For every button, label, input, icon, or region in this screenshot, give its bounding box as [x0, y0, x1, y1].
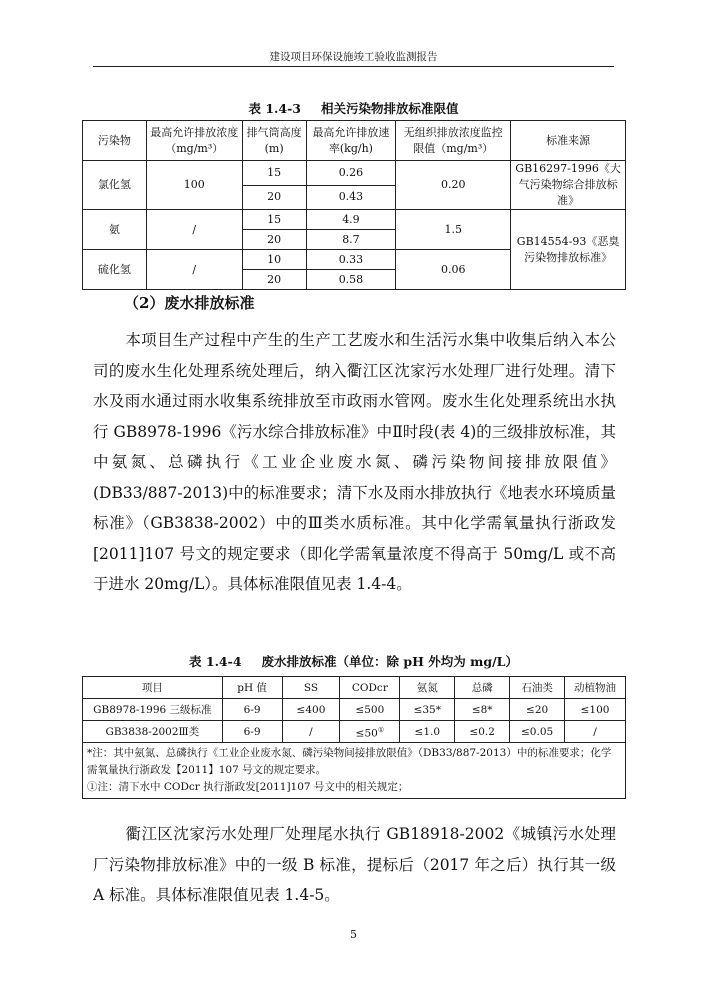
table2-number: 表 1.4-4	[189, 654, 242, 669]
wastewater-standards-table	[82, 676, 626, 799]
table1-pollutant: 氯化氢	[83, 161, 147, 210]
table1-concentration: /	[146, 250, 242, 290]
table1-height: 10	[242, 250, 306, 270]
table1-height: 20	[242, 185, 306, 210]
table2-header-cell: 氨氮	[400, 677, 455, 699]
table2-cell: ≤35*	[400, 699, 455, 721]
table1-pollutant: 氨	[83, 210, 147, 250]
table2-header-cell: SS	[282, 677, 340, 699]
paragraph-text: 本项目生产过程中产生的生产工艺废水和生活污水集中收集后纳入本公司的废水生化处理系统处理后，纳入衢江区沈家污水处理厂进行处理。清下水及雨水通过雨水收集系统排放至市政雨水管网。废水生化处理系统出水执行 GB8978-1996《污水综合排放标准》中Ⅱ时段(表 4)的三级排放标准，其中氨氮、总磷执行《工业企业废水氮、磷污染物间接排放限值》(DB33/887-2013)中的标准要求；清下水及雨水排放执行《地表水环境质量标准》（GB3838-2002）中的Ⅲ类水质标准。其中化学需氧量执行浙政发[2011]107 号文的规定要求（即化学需氧量浓度不得高于 50mg/L 或不高于进水 20mg/L）。具体标准限值见表 1.4-4。	[93, 331, 616, 593]
table2-header-cell: 项目	[83, 677, 223, 699]
table2-cell: /	[565, 721, 626, 743]
footnote-mark: ①	[377, 725, 385, 734]
table2-note: *注：其中氨氮、总磷执行《工业企业废水氮、磷污染物间接排放限值》（DB33/887-2013）中的标准要求；化学需氧量执行浙政发【2011】107 号文的规定要求。	[87, 747, 612, 776]
table1-header-cell: 无组织排放浓度监控限值（mg/m³）	[396, 121, 511, 161]
body-paragraph	[93, 325, 616, 600]
table2-cell: ≤400	[282, 699, 340, 721]
table1-header-cell: 最高允许排放速率(kg/h)	[306, 121, 396, 161]
table2-header-cell: 动植物油	[565, 677, 626, 699]
table2-cell	[340, 721, 400, 743]
table2-title: 废水排放标准（单位：除 pH 外均为 mg/L）	[261, 654, 518, 669]
table2-cell: 6-9	[222, 699, 282, 721]
table2-header-cell: 总磷	[455, 677, 510, 699]
table2-caption	[0, 652, 707, 670]
table1-header-cell: 污染物	[83, 121, 147, 161]
table1-header-cell: 标准来源	[511, 121, 626, 161]
body-paragraph	[93, 819, 616, 911]
table1-number: 表 1.4-3	[248, 101, 301, 116]
paragraph-text: 衢江区沈家污水处理厂处理尾水执行 GB18918-2002《城镇污水处理厂污染物排放标准》中的一级 B 标准，提标后（2017 年之后）执行其一级 A 标准。具体标准限值见表 1.4-5。	[93, 825, 616, 904]
page-header: 建设项目环保设施竣工验收监测报告	[269, 51, 438, 63]
table1-rate: 0.26	[306, 161, 396, 186]
table1-rate: 0.58	[306, 270, 396, 290]
header-rule	[93, 66, 614, 67]
pollutant-standards-table	[82, 120, 626, 290]
page-number: 5	[350, 928, 357, 941]
table1-unorganized: 0.06	[396, 250, 511, 290]
table1-concentration: /	[146, 210, 242, 250]
table2-cell: ≤20	[510, 699, 565, 721]
table2-cell: ≤500	[340, 699, 400, 721]
table2-cell: ≤100	[565, 699, 626, 721]
table1-height: 20	[242, 270, 306, 290]
table1-source: GB16297-1996《大气污染物综合排放标准》	[511, 161, 626, 210]
table1-pollutant: 硫化氢	[83, 250, 147, 290]
table2-cell: ≤0.05	[510, 721, 565, 743]
table1-header-cell: 排气筒高度(m)	[242, 121, 306, 161]
table2-cell: ≤0.2	[455, 721, 510, 743]
table2-cell: GB8978-1996 三级标准	[83, 699, 223, 721]
table1-title: 相关污染物排放标准限值	[320, 101, 459, 116]
table2-header-cell: 石油类	[510, 677, 565, 699]
table2-cell: 6-9	[222, 721, 282, 743]
table2-cell: ≤8*	[455, 699, 510, 721]
table1-height: 15	[242, 161, 306, 186]
table2-cell: GB3838-2002Ⅲ类	[83, 721, 223, 743]
table2-cell-value: ≤50	[355, 727, 378, 740]
table1-rate: 0.33	[306, 250, 396, 270]
table1-rate: 0.43	[306, 185, 396, 210]
table1-rate: 8.7	[306, 230, 396, 250]
table2-cell: /	[282, 721, 340, 743]
table1-height: 15	[242, 210, 306, 230]
table2-cell: ≤1.0	[400, 721, 455, 743]
table1-caption	[0, 99, 707, 117]
table1-unorganized: 0.20	[396, 161, 511, 210]
table1-header-cell: 最高允许排放浓度（mg/m³）	[146, 121, 242, 161]
table2-header-cell: pH 值	[222, 677, 282, 699]
table2-header-cell: CODcr	[340, 677, 400, 699]
table2-notes	[83, 743, 626, 799]
table1-unorganized: 1.5	[396, 210, 511, 250]
table1-height: 20	[242, 230, 306, 250]
table1-source: GB14554-93《恶臭污染物排放标准》	[511, 210, 626, 290]
section-heading: （2）废水排放标准	[124, 294, 255, 312]
table1-rate: 4.9	[306, 210, 396, 230]
table2-note: ①注：清下水中 CODcr 执行浙政发[2011]107 号文中的相关规定；	[87, 781, 409, 793]
table1-concentration: 100	[146, 161, 242, 210]
